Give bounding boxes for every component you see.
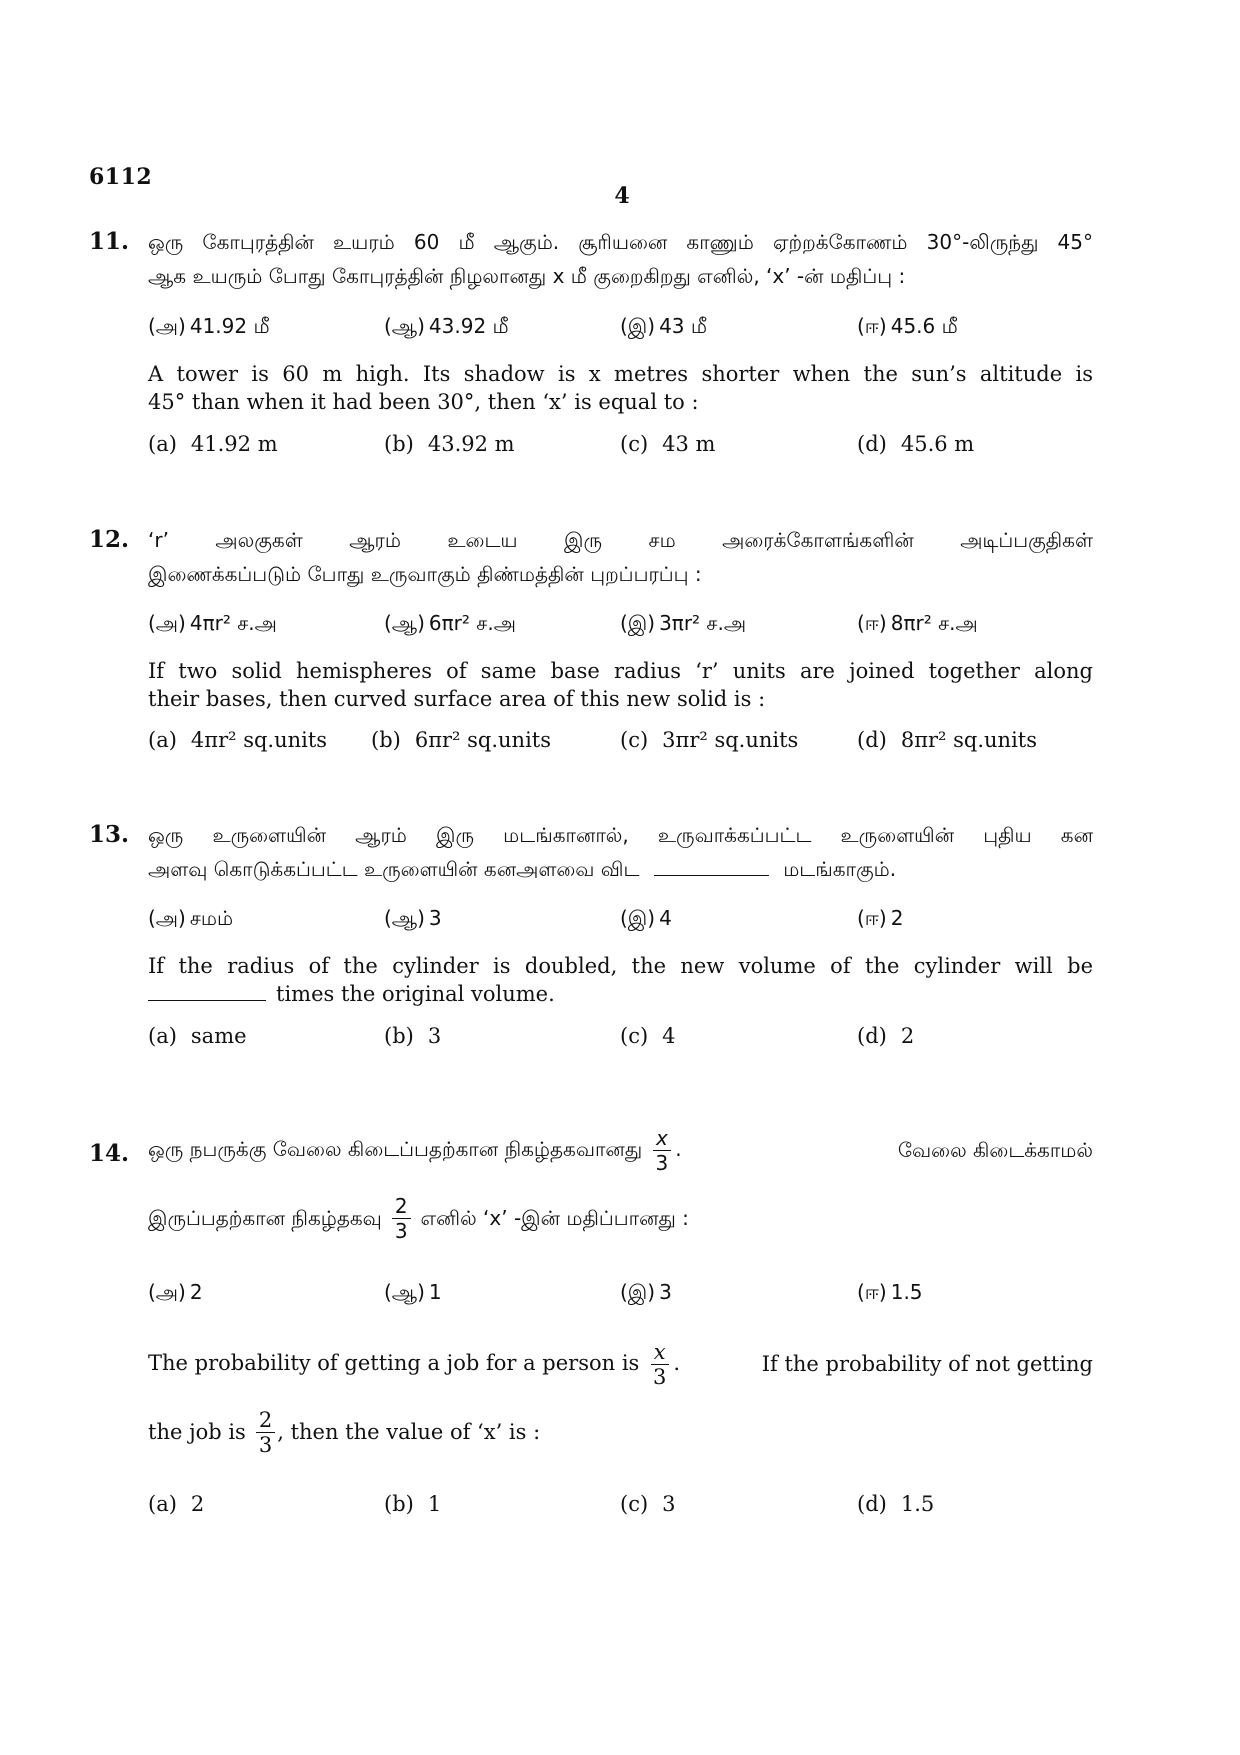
question-12-tamil-line-2: இணைக்கப்படும் போது உருவாகும் திண்மத்தின் புறப்பரப்பு : [148,562,702,586]
question-11-tamil-option: (ஈ) 45.6 மீ [857,314,958,338]
question-12-english-line-1: If two solid hemispheres of same base radius ‘r’ units are joined together along [148,659,1093,683]
question-14-english-line-1-start: The probability of getting a job for a person is [148,1350,640,1375]
question-12-english-line-2: their bases, then curved surface area of this new solid is : [148,687,766,711]
question-14-english-line-1 [148,1334,1093,1394]
question-12-english-option: (a) 4πr² sq.units [148,728,328,752]
question-12-number: 12. [89,526,130,553]
question-13-english-option: (c) 4 [620,1024,676,1048]
question-14-english-line-2-end: , then the value of ‘x’ is : [277,1420,541,1444]
question-14-number: 14. [89,1140,130,1167]
question-11-english-option: (b) 43.92 m [384,432,515,456]
question-12-english-option: (c) 3πr² sq.units [620,728,799,752]
question-14-tamil-option: (ஆ) 1 [384,1280,442,1304]
question-12-english-option: (d) 8πr² sq.units [857,728,1038,752]
question-13-english-option: (d) 2 [857,1024,915,1048]
question-14-english-line-2-start: the job is [148,1420,246,1444]
question-14-tamil-line-2 [148,1188,1093,1248]
question-12-english-option: (b) 6πr² sq.units [371,728,552,752]
question-14-english-option: (a) 2 [148,1492,205,1516]
question-11-tamil-line-2: ஆக உயரும் போது கோபுரத்தின் நிழலானது x மீ குறைகிறது எனில், ‘x’ -ன் மதிப்பு : [148,264,906,288]
question-14-tamil-line-1-end: வேலை கிடைக்காமல் [897,1138,1093,1162]
question-14-english-option: (c) 3 [620,1492,676,1516]
question-14-english-line-2 [148,1402,1093,1462]
question-14-tamil-line-1-left: ஒரு நபருக்கு வேலை கிடைப்பதற்கான நிகழ்தகவானது $\frac{x}{3}$ . [148,1125,682,1175]
question-13-tamil-line-1: ஒரு உருளையின் ஆரம் இரு மடங்கானால், உருவாக்கப்பட்ட உருளையின் புதிய கன [148,823,1093,847]
answer-blank [654,857,769,876]
question-13-english-line-2 [148,980,1093,1008]
question-13-number: 13. [89,821,130,848]
fraction-numerator: x [651,1340,669,1365]
question-12-tamil-option: (ஈ) 8πr² ச.அ [857,611,978,635]
question-11-tamil-option: (அ) 41.92 மீ [148,314,270,338]
question-13-english-line-2-text: times the original volume. [276,982,555,1006]
question-14-tamil-line-1 [148,1120,1093,1180]
question-11-english-line-1: A tower is 60 m high. Its shadow is x metres shorter when the sun’s altitude is [148,362,1093,386]
fraction-numerator: x [653,1126,671,1151]
question-14-english-option: (b) 1 [384,1492,442,1516]
fraction-denominator: 3 [394,1218,408,1243]
question-13-tamil-line-2-start: அளவு கொடுக்கப்பட்ட உருளையின் கனஅளவை விட [148,857,640,881]
fraction-x-over-3 [650,1340,669,1389]
fraction-denominator: 3 [653,1364,667,1389]
page-code: 6112 [89,164,153,190]
page-number: 4 [614,183,630,209]
question-13-tamil-line-2 [148,855,1093,883]
question-14-tamil-option: (அ) 2 [148,1280,203,1304]
question-13-english-option: (b) 3 [384,1024,442,1048]
question-14-tamil-option: (இ) 3 [620,1280,672,1304]
question-13-tamil-option: (ஆ) 3 [384,906,442,930]
fraction-numerator: 2 [256,1408,275,1433]
question-13-english-option: (a) same [148,1024,247,1048]
question-11-english-line-2: 45° than when it had been 30°, then ‘x’ is equal to : [148,390,699,414]
question-12-tamil-line-1: ‘r’ அலகுகள் ஆரம் உடைய இரு சம அரைக்கோளங்களின் அடிப்பகுதிகள் [148,528,1093,552]
question-13-english-line-1: If the radius of the cylinder is doubled, the new volume of the cylinder will be [148,954,1093,978]
question-14-tamil-line-2-start: இருப்பதற்கான நிகழ்தகவு [148,1206,382,1230]
question-14-tamil-option: (ஈ) 1.5 [857,1280,923,1304]
fraction-denominator: 3 [655,1150,669,1175]
question-13-tamil-option: (இ) 4 [620,906,672,930]
question-11-english-option: (a) 41.92 m [148,432,278,456]
fraction-x-over-3 [653,1126,672,1175]
question-14-english-line-1-end: If the probability of not getting [761,1352,1093,1376]
fraction-numerator: 2 [392,1194,411,1219]
question-14-tamil-line-2-end: எனில் ‘x’ -இன் மதிப்பானது : [420,1206,689,1230]
fraction-2-over-3 [256,1408,275,1457]
question-11-tamil-option: (ஆ) 43.92 மீ [384,314,509,338]
question-11-tamil-option: (இ) 43 மீ [620,314,708,338]
question-11-english-option: (c) 43 m [620,432,716,456]
question-13-tamil-option: (ஈ) 2 [857,906,904,930]
fraction-denominator: 3 [258,1432,273,1457]
question-11-tamil-line-1: ஒரு கோபுரத்தின் உயரம் 60 மீ ஆகும். சூரியனை காணும் ஏற்றக்கோணம் 30°-லிருந்து 45° [148,230,1093,254]
question-14-tamil-line-1-start: ஒரு நபருக்கு வேலை கிடைப்பதற்கான நிகழ்தகவானது [148,1136,643,1161]
question-13-tamil-line-2-end: மடங்காகும். [783,857,897,881]
question-14-english-option: (d) 1.5 [857,1492,935,1516]
question-14-english-line-1-left: The probability of getting a job for a person is $\frac{x}{3}$ . [148,1339,681,1389]
question-12-tamil-option: (அ) 4πr² ச.அ [148,611,277,635]
answer-blank [148,982,266,1001]
question-11-english-option: (d) 45.6 m [857,432,975,456]
question-11-number: 11. [89,228,130,255]
fraction-2-over-3 [392,1194,411,1243]
question-13-tamil-option: (அ) சமம் [148,906,234,930]
question-12-tamil-option: (ஆ) 6πr² ச.அ [384,611,516,635]
question-12-tamil-option: (இ) 3πr² ச.அ [620,611,747,635]
